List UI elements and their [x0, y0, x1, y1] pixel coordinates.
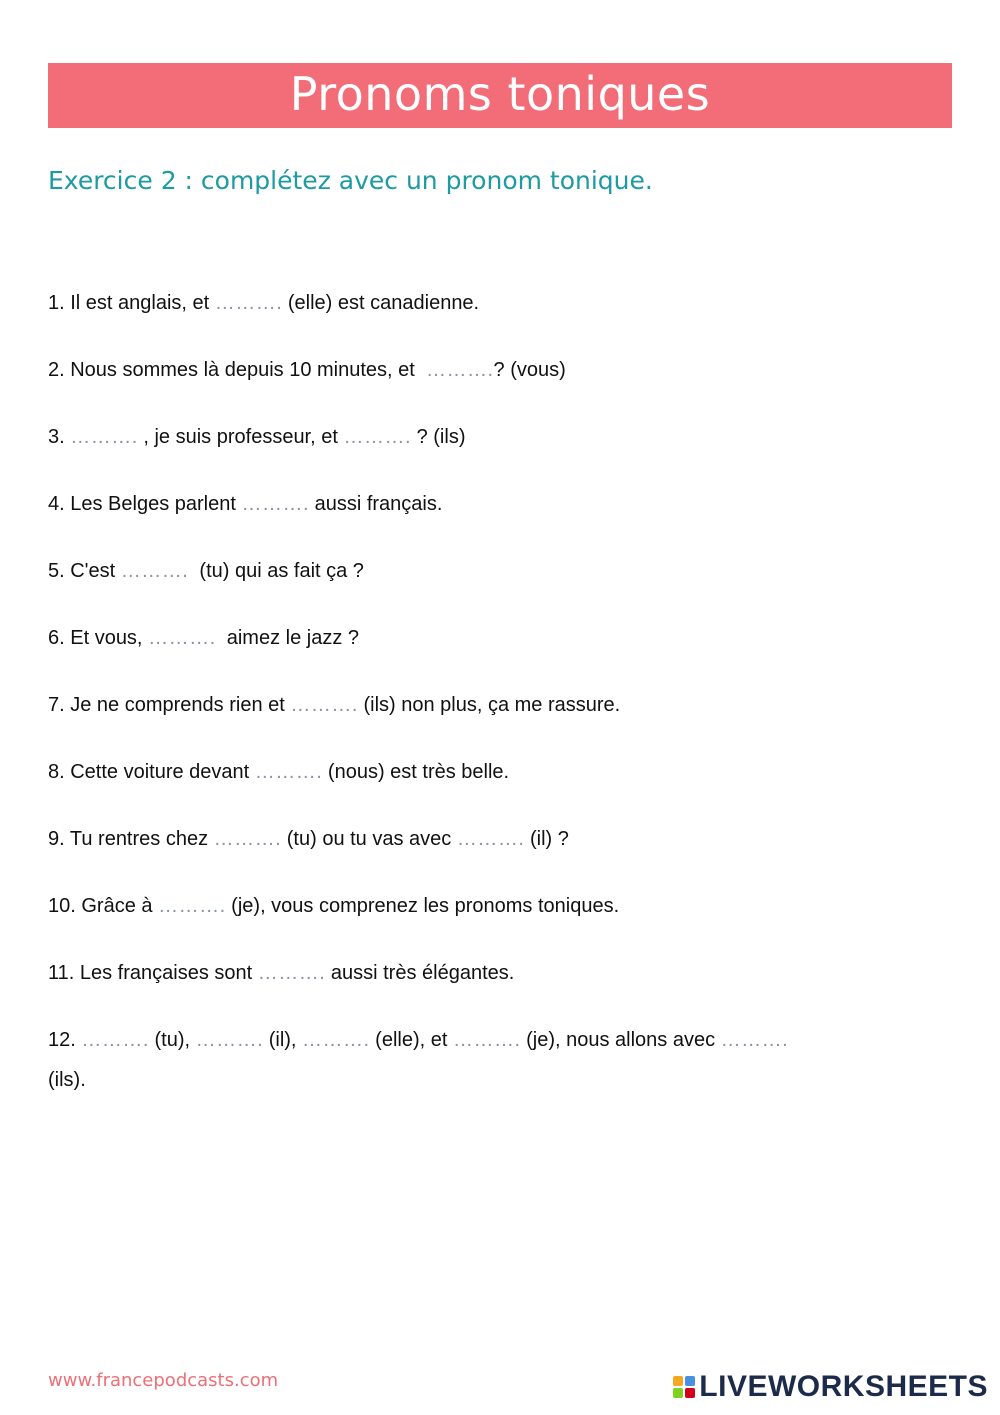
answer-blank[interactable]: ……….: [241, 493, 310, 515]
exercise-item: [48, 819, 808, 859]
exercise-item: [48, 551, 808, 591]
answer-blank[interactable]: ……….: [425, 359, 494, 381]
exercise-text: (ils).: [48, 1029, 794, 1091]
exercise-text: 2. Nous sommes là depuis 10 minutes, et: [48, 359, 426, 381]
exercise-item: [48, 1020, 808, 1100]
answer-blank[interactable]: ……….: [720, 1029, 789, 1051]
exercise-item: [48, 484, 808, 524]
exercise-text: 5. C'est: [48, 560, 121, 582]
answer-blank[interactable]: ……….: [214, 292, 283, 314]
exercise-text: (tu) qui as fait ça ?: [188, 560, 364, 582]
exercise-text: 6. Et vous,: [48, 627, 149, 649]
exercise-text: (tu) ou tu vas avec: [281, 828, 457, 850]
liveworksheets-logo-text: LIVEWORKSHEETS: [699, 1370, 988, 1403]
exercise-text: 9. Tu rentres chez: [48, 828, 214, 850]
exercise-item: [48, 417, 808, 457]
page-title: Pronoms toniques: [289, 66, 711, 121]
exercise-text: (tu),: [148, 1029, 196, 1051]
exercise-text: 4. Les Belges parlent: [48, 493, 242, 515]
exercise-text: ? (ils): [411, 426, 466, 448]
answer-blank[interactable]: ……….: [290, 694, 358, 716]
exercise-text: 10. Grâce à: [48, 895, 159, 917]
logo-square-3: [673, 1388, 683, 1398]
exercise-text: (elle), et: [369, 1029, 453, 1051]
liveworksheets-logo-icon: [673, 1376, 695, 1398]
exercise-text: 12.: [48, 1029, 82, 1051]
exercise-text: (ils) non plus, ça me rassure.: [357, 694, 621, 716]
exercise-text: (elle) est canadienne.: [282, 292, 480, 314]
exercise-text: (je), nous allons avec: [520, 1029, 721, 1051]
answer-blank[interactable]: ……….: [254, 761, 323, 783]
exercise-item: [48, 752, 808, 792]
exercise-text: ? (vous): [493, 359, 566, 381]
exercise-text: (nous) est très belle.: [322, 761, 510, 783]
logo-square-4: [685, 1388, 695, 1398]
exercise-item: [48, 685, 808, 725]
exercise-text: (il) ?: [524, 828, 569, 850]
exercise-list: [48, 283, 808, 1100]
exercise-item: [48, 953, 808, 993]
answer-blank[interactable]: ……….: [195, 1029, 264, 1051]
footer-url-link[interactable]: www.francepodcasts.com: [48, 1370, 279, 1391]
answer-blank[interactable]: ……….: [120, 560, 189, 582]
answer-blank[interactable]: ……….: [81, 1029, 149, 1051]
logo-square-2: [685, 1376, 695, 1386]
answer-blank[interactable]: ……….: [213, 828, 282, 850]
answer-blank[interactable]: ……….: [158, 895, 226, 917]
answer-blank[interactable]: ……….: [257, 962, 326, 984]
answer-blank[interactable]: ……….: [343, 426, 412, 448]
exercise-text: 8. Cette voiture devant: [48, 761, 255, 783]
exercise-item: [48, 886, 808, 926]
exercise-text: aussi très élégantes.: [325, 962, 515, 984]
exercise-instruction: Exercice 2 : complétez avec un pronom tonique.: [48, 166, 653, 195]
answer-blank[interactable]: ……….: [452, 1029, 521, 1051]
exercise-text: , je suis professeur, et: [137, 426, 344, 448]
exercise-item: [48, 350, 808, 390]
logo-square-1: [673, 1376, 683, 1386]
answer-blank[interactable]: ……….: [148, 627, 216, 649]
liveworksheets-logo: [673, 1372, 988, 1402]
exercise-text: 1. Il est anglais, et: [48, 292, 215, 314]
exercise-text: 11. Les françaises sont: [48, 962, 258, 984]
exercise-text: 7. Je ne comprends rien et: [48, 694, 291, 716]
exercise-item: [48, 283, 808, 323]
exercise-text: aimez le jazz ?: [215, 627, 360, 649]
exercise-text: aussi français.: [309, 493, 443, 515]
exercise-text: 3.: [48, 426, 71, 448]
exercise-item: [48, 618, 808, 658]
exercise-text: (je), vous comprenez les pronoms toniques.: [225, 895, 620, 917]
title-banner: [48, 63, 952, 128]
exercise-text: (il),: [263, 1029, 303, 1051]
answer-blank[interactable]: ……….: [456, 828, 525, 850]
answer-blank[interactable]: ……….: [70, 426, 138, 448]
answer-blank[interactable]: ……….: [302, 1029, 370, 1051]
